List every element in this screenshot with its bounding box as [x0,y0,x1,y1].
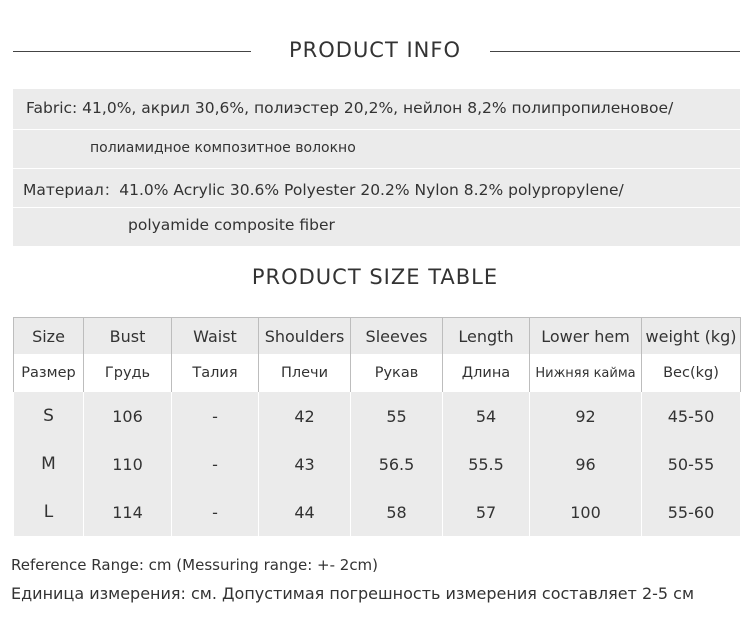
table-cell: 100 [530,488,642,536]
header-lower-hem-ru: Нижняя кайма [530,354,642,392]
header-shoulders-ru: Плечи [259,354,351,392]
table-cell: 57 [443,488,530,536]
table-cell: 58 [351,488,443,536]
table-cell: 92 [530,392,642,440]
header-weight-ru: Вес(kg) [642,354,741,392]
fabric-ru-line-2: полиамидное композитное волокно [90,140,356,156]
fabric-ru-line-1: Fabric: 41,0%, акрил 30,6%, полиэстер 20,2%, нейлон 8,2% полипропиленовое/ [26,99,674,117]
fabric-en-row-2 [13,208,740,246]
table-cell: 45-50 [642,392,741,440]
reference-range-note: Reference Range: cm (Messuring range: +- 2cm) [11,556,379,574]
header-sleeves: Sleeves [351,318,443,355]
header-size-ru: Размер [14,354,84,392]
header-shoulders: Shoulders [259,318,351,355]
header-row-ru [14,354,741,392]
table-cell: 110 [84,440,172,488]
table-cell: S [14,392,84,440]
table-cell: 56.5 [351,440,443,488]
table-row [14,392,741,440]
header-waist-ru: Талия [172,354,259,392]
table-cell: 43 [259,440,351,488]
fabric-en-line-1: Материал：41.0% Acrylic 30.6% Polyester 20.2% Nylon 8.2% polypropylene/ [23,181,624,199]
fabric-en-row-1 [13,169,740,207]
table-cell: 55-60 [642,488,741,536]
header-weight: weight (kg) [642,318,741,355]
table-cell: - [172,392,259,440]
table-cell: 55 [351,392,443,440]
table-cell: 54 [443,392,530,440]
header-waist: Waist [172,318,259,355]
header-lower-hem: Lower hem [530,318,642,355]
table-cell: 96 [530,440,642,488]
table-cell: - [172,440,259,488]
header-length-ru: Длина [443,354,530,392]
fabric-ru-row-1 [13,89,740,129]
table-cell: M [14,440,84,488]
header-row-en [14,318,741,355]
title-divider-right [490,51,740,52]
table-row [14,488,741,536]
measurement-unit-note: Единица измерения: см. Допустимая погрешность измерения составляет 2-5 см [11,584,695,603]
header-bust: Bust [84,318,172,355]
table-cell: 44 [259,488,351,536]
table-cell: 42 [259,392,351,440]
header-length: Length [443,318,530,355]
header-size: Size [14,318,84,355]
size-table-title: PRODUCT SIZE TABLE [251,265,499,289]
table-cell: 55.5 [443,440,530,488]
fabric-en-line-2: polyamide composite fiber [128,216,335,234]
product-info-title: PRODUCT INFO [288,38,461,62]
fabric-ru-row-2 [13,130,740,168]
size-table [13,317,741,536]
table-cell: 114 [84,488,172,536]
table-cell: 106 [84,392,172,440]
table-cell: 50-55 [642,440,741,488]
table-cell: L [14,488,84,536]
header-sleeves-ru: Рукав [351,354,443,392]
header-bust-ru: Грудь [84,354,172,392]
table-cell: - [172,488,259,536]
table-row [14,440,741,488]
